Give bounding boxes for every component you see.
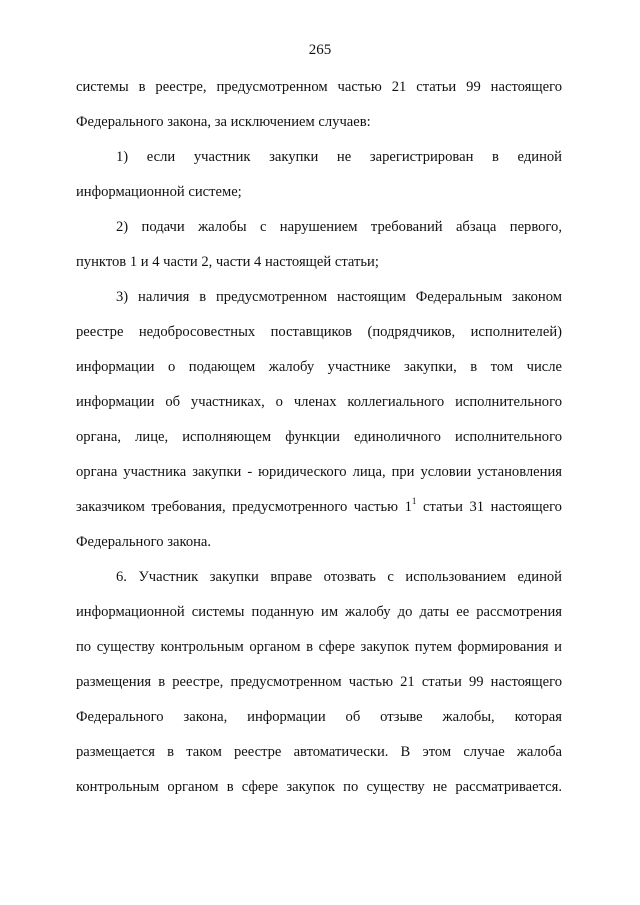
- text-line: органа участника закупки - юридического лица, при условии установления: [76, 464, 562, 480]
- text-fragment: заказчиком требования, предусмотренного частью 1: [76, 499, 412, 515]
- text-line: по существу контрольным органом в сфере закупок путем формирования и: [76, 639, 562, 655]
- text-line: контрольным органом в сфере закупок по существу не рассматривается.: [76, 779, 562, 795]
- text-line: размещается в таком реестре автоматически. В этом случае жалоба: [76, 744, 562, 760]
- text-line: реестре недобросовестных поставщиков (подрядчиков, исполнителей): [76, 324, 562, 340]
- text-line: информации об участниках, о членах коллегиального исполнительного: [76, 394, 562, 410]
- list-item-line: 1) если участник закупки не зарегистрирован в единой: [116, 149, 562, 165]
- text-line: информационной системе;: [76, 184, 242, 200]
- text-line-with-superscript: [76, 498, 562, 516]
- text-line: системы в реестре, предусмотренном частью 21 статьи 99 настоящего: [76, 79, 562, 95]
- text-line: Федерального закона, информации об отзыве жалобы, которая: [76, 709, 562, 725]
- text-line: Федерального закона.: [76, 534, 212, 550]
- text-line: информации о подающем жалобу участнике закупки, в том числе: [76, 359, 562, 375]
- list-item-line: 3) наличия в предусмотренном настоящим Федеральным законом: [116, 289, 562, 305]
- list-item-line: 2) подачи жалобы с нарушением требований абзаца первого,: [116, 219, 562, 235]
- text-line: размещения в реестре, предусмотренном частью 21 статьи 99 настоящего: [76, 674, 562, 690]
- page-number: 265: [308, 42, 332, 58]
- superscript: 1: [411, 496, 417, 507]
- text-line: органа, лице, исполняющем функции единоличного исполнительного: [76, 429, 562, 445]
- text-line: пунктов 1 и 4 части 2, части 4 настоящей статьи;: [76, 254, 379, 270]
- text-line: Федерального закона, за исключением случаев:: [76, 114, 371, 130]
- text-fragment: статьи 31 настоящего: [416, 499, 562, 515]
- text-line: информационной системы поданную им жалобу до даты ее рассмотрения: [76, 604, 562, 620]
- paragraph-start-line: 6. Участник закупки вправе отозвать с использованием единой: [116, 569, 562, 585]
